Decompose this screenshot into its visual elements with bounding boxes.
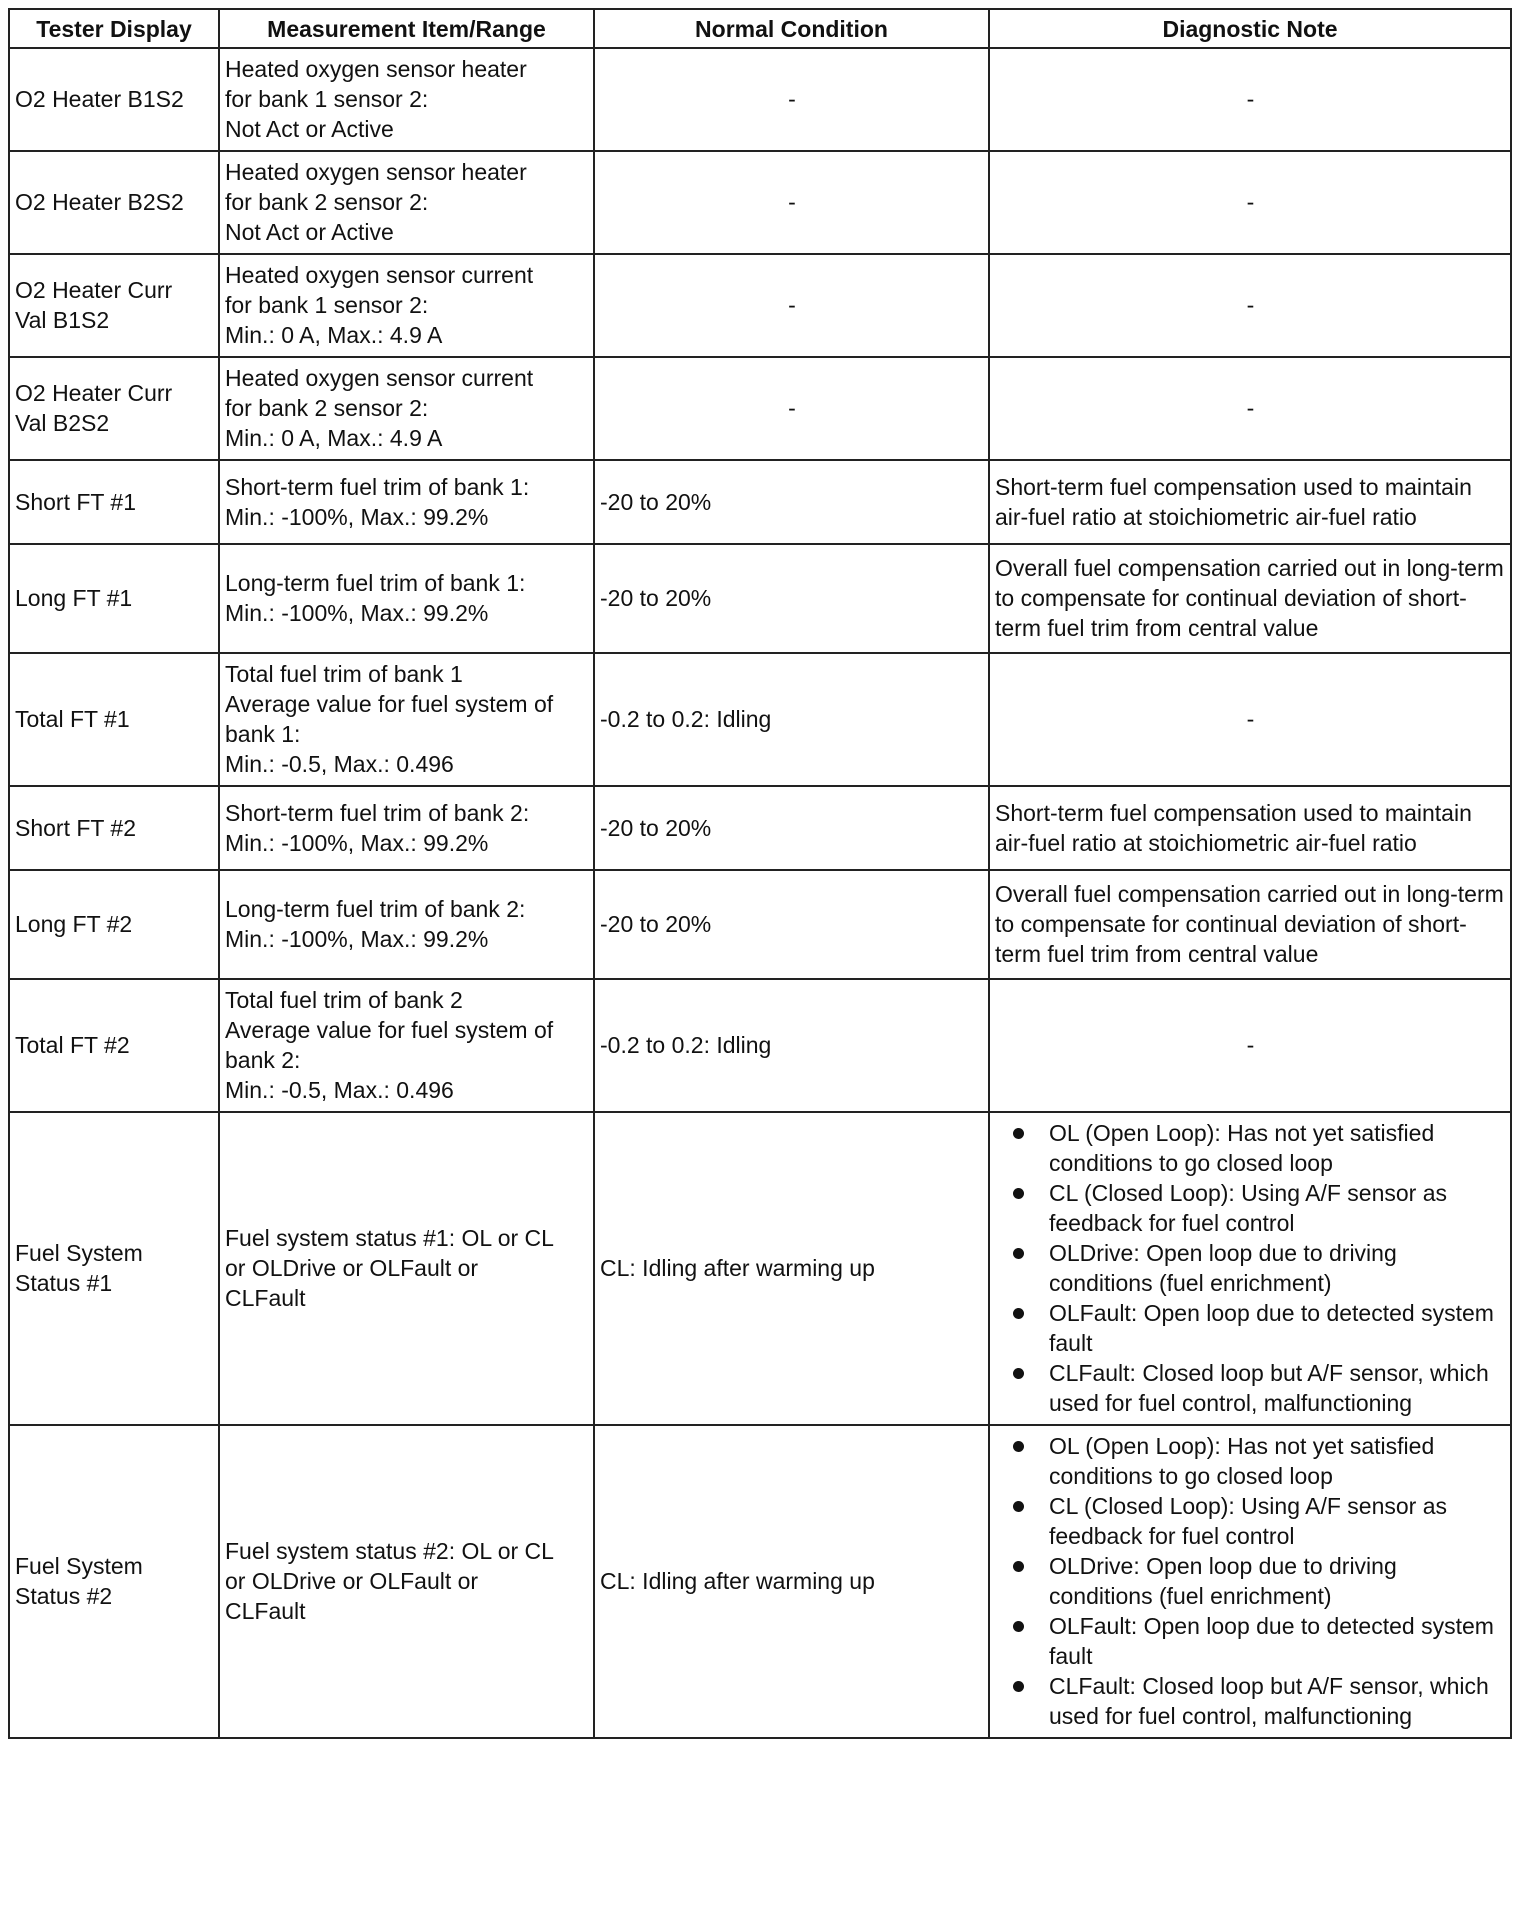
cell-tester-display <box>9 254 219 357</box>
cell-tester-display <box>9 460 219 544</box>
bullet-icon <box>1013 1308 1024 1319</box>
cell-tester-display <box>9 870 219 979</box>
cell-tester-display <box>9 544 219 653</box>
cell-diagnostic-note: - <box>989 653 1511 786</box>
tester-display-line: O2 Heater Curr <box>15 380 173 406</box>
measurement-line: Min.: -100%, Max.: 99.2% <box>225 829 489 856</box>
cell-normal-condition: - <box>594 357 989 460</box>
list-item <box>1013 1178 1506 1238</box>
measurement-line: Short-term fuel trim of bank 1: <box>225 473 530 500</box>
tester-display-line: Total FT #2 <box>15 1032 130 1058</box>
measurement-line: Fuel system status #1: OL or CL <box>225 1225 554 1251</box>
measurement-line: Short-term fuel trim of bank 2: <box>225 799 530 826</box>
measurement-line: Not Act or Active <box>225 219 394 245</box>
cell-measurement-item <box>219 357 594 460</box>
tester-display-line: Fuel System <box>15 1553 143 1579</box>
tester-display-line: O2 Heater Curr <box>15 277 173 303</box>
note-text: OL (Open Loop): Has not yet satisfied conditions to go closed loop <box>1049 1120 1435 1176</box>
measurement-line: for bank 1 sensor 2: <box>225 292 429 318</box>
table-row <box>9 653 1511 786</box>
tester-display-line: Status #1 <box>15 1270 113 1296</box>
list-item <box>1013 1298 1506 1358</box>
measurement-line: Min.: -100%, Max.: 99.2% <box>225 926 489 952</box>
measurement-line: Heated oxygen sensor current <box>225 262 534 288</box>
note-text: OLDrive: Open loop due to driving conditions (fuel enrichment) <box>1049 1240 1397 1296</box>
table-row <box>9 1425 1511 1738</box>
cell-diagnostic-note <box>989 1425 1511 1738</box>
measurement-line: for bank 2 sensor 2: <box>225 395 429 421</box>
measurement-line: Heated oxygen sensor heater <box>225 56 527 82</box>
tester-display-line: Val B2S2 <box>15 410 110 436</box>
measurement-line: for bank 1 sensor 2: <box>225 86 429 112</box>
measurement-line: Long-term fuel trim of bank 1: <box>225 570 526 596</box>
cell-tester-display <box>9 1425 219 1738</box>
cell-normal-condition: - <box>594 254 989 357</box>
tester-display-line: Short FT #2 <box>15 814 137 841</box>
tester-display-line: Total FT #1 <box>15 706 130 732</box>
table-row <box>9 254 1511 357</box>
measurement-line: Heated oxygen sensor current <box>225 365 534 391</box>
data-list-table <box>8 8 1512 1739</box>
table-row <box>9 48 1511 151</box>
measurement-line: Not Act or Active <box>225 116 394 142</box>
tester-display-line: O2 Heater B1S2 <box>15 86 184 112</box>
diagnostic-note-list <box>995 1431 1506 1731</box>
bullet-icon <box>1013 1248 1024 1259</box>
list-item <box>1013 1551 1506 1611</box>
note-text: CLFault: Closed loop but A/F sensor, which used for fuel control, malfunctioning <box>1049 1673 1489 1729</box>
list-item <box>1013 1118 1506 1178</box>
cell-diagnostic-note: Overall fuel compensation carried out in long-term to compensate for continual deviation of short-term fuel trim from central value <box>989 544 1511 653</box>
measurement-line: Min.: 0 A, Max.: 4.9 A <box>225 425 443 451</box>
bullet-icon <box>1013 1128 1024 1139</box>
measurement-line: Min.: -100%, Max.: 99.2% <box>225 503 489 530</box>
measurement-line: for bank 2 sensor 2: <box>225 189 429 215</box>
diagnostic-note-list <box>995 1118 1506 1418</box>
cell-diagnostic-note: - <box>989 48 1511 151</box>
tester-display-line: Val B1S2 <box>15 307 110 333</box>
cell-measurement-item <box>219 544 594 653</box>
table-header-row <box>9 9 1511 48</box>
cell-diagnostic-note: - <box>989 357 1511 460</box>
note-text: CL (Closed Loop): Using A/F sensor as feedback for fuel control <box>1049 1180 1447 1236</box>
table-row <box>9 357 1511 460</box>
cell-diagnostic-note: Overall fuel compensation carried out in long-term to compensate for continual deviation of short-term fuel trim from central value <box>989 870 1511 979</box>
cell-normal-condition: - <box>594 151 989 254</box>
cell-normal-condition: -20 to 20% <box>594 786 989 870</box>
list-item <box>1013 1358 1506 1418</box>
cell-tester-display <box>9 979 219 1112</box>
cell-tester-display <box>9 653 219 786</box>
cell-normal-condition: CL: Idling after warming up <box>594 1425 989 1738</box>
note-text: OLFault: Open loop due to detected system fault <box>1049 1300 1494 1356</box>
measurement-line: Fuel system status #2: OL or CL <box>225 1538 554 1564</box>
table-row <box>9 786 1511 870</box>
cell-measurement-item <box>219 979 594 1112</box>
cell-normal-condition: - <box>594 48 989 151</box>
table-row <box>9 870 1511 979</box>
tester-display-line: Fuel System <box>15 1240 143 1266</box>
cell-measurement-item <box>219 870 594 979</box>
tester-display-line: Short FT #1 <box>15 488 137 515</box>
measurement-line: bank 2: <box>225 1047 301 1073</box>
table-row <box>9 1112 1511 1425</box>
cell-tester-display <box>9 151 219 254</box>
header-measurement-item: Measurement Item/Range <box>219 9 594 48</box>
header-normal-condition: Normal Condition <box>594 9 989 48</box>
table-body <box>9 48 1511 1738</box>
list-item <box>1013 1238 1506 1298</box>
cell-tester-display <box>9 357 219 460</box>
cell-measurement-item <box>219 460 594 544</box>
header-diagnostic-note: Diagnostic Note <box>989 9 1511 48</box>
cell-diagnostic-note: - <box>989 979 1511 1112</box>
note-text: CL (Closed Loop): Using A/F sensor as feedback for fuel control <box>1049 1493 1447 1549</box>
tester-display-line: Long FT #1 <box>15 585 133 611</box>
measurement-line: Min.: 0 A, Max.: 4.9 A <box>225 322 443 348</box>
measurement-line: Total fuel trim of bank 1 <box>225 661 463 687</box>
cell-diagnostic-note: - <box>989 254 1511 357</box>
measurement-line: Min.: -100%, Max.: 99.2% <box>225 600 489 626</box>
cell-normal-condition: -20 to 20% <box>594 544 989 653</box>
note-text: OLFault: Open loop due to detected system fault <box>1049 1613 1494 1669</box>
bullet-icon <box>1013 1501 1024 1512</box>
note-text: OLDrive: Open loop due to driving conditions (fuel enrichment) <box>1049 1553 1397 1609</box>
table-row <box>9 151 1511 254</box>
cell-measurement-item <box>219 48 594 151</box>
tester-display-line: Long FT #2 <box>15 911 133 937</box>
list-item <box>1013 1491 1506 1551</box>
measurement-line: bank 1: <box>225 721 301 747</box>
table-row <box>9 460 1511 544</box>
list-item <box>1013 1431 1506 1491</box>
tester-display-line: Status #2 <box>15 1583 113 1609</box>
cell-diagnostic-note <box>989 1112 1511 1425</box>
cell-tester-display <box>9 1112 219 1425</box>
list-item <box>1013 1611 1506 1671</box>
cell-normal-condition: -20 to 20% <box>594 460 989 544</box>
bullet-icon <box>1013 1561 1024 1572</box>
measurement-line: Heated oxygen sensor heater <box>225 159 527 185</box>
table-row <box>9 979 1511 1112</box>
bullet-icon <box>1013 1681 1024 1692</box>
measurement-line: CLFault <box>225 1285 306 1311</box>
table-row <box>9 544 1511 653</box>
note-text: CLFault: Closed loop but A/F sensor, which used for fuel control, malfunctioning <box>1049 1360 1489 1416</box>
cell-diagnostic-note: Short-term fuel compensation used to maintain air-fuel ratio at stoichiometric air-fuel ratio <box>989 786 1511 870</box>
measurement-line: CLFault <box>225 1598 306 1624</box>
cell-measurement-item <box>219 254 594 357</box>
bullet-icon <box>1013 1368 1024 1379</box>
list-item <box>1013 1671 1506 1731</box>
cell-normal-condition: CL: Idling after warming up <box>594 1112 989 1425</box>
bullet-icon <box>1013 1188 1024 1199</box>
measurement-line: Average value for fuel system of <box>225 691 554 717</box>
measurement-line: or OLDrive or OLFault or <box>225 1255 479 1281</box>
cell-normal-condition: -20 to 20% <box>594 870 989 979</box>
cell-normal-condition: -0.2 to 0.2: Idling <box>594 653 989 786</box>
cell-measurement-item <box>219 1112 594 1425</box>
measurement-line: or OLDrive or OLFault or <box>225 1568 479 1594</box>
measurement-line: Long-term fuel trim of bank 2: <box>225 896 526 922</box>
cell-tester-display <box>9 48 219 151</box>
cell-diagnostic-note: Short-term fuel compensation used to maintain air-fuel ratio at stoichiometric air-fuel ratio <box>989 460 1511 544</box>
cell-measurement-item <box>219 786 594 870</box>
cell-measurement-item <box>219 151 594 254</box>
header-tester-display: Tester Display <box>9 9 219 48</box>
bullet-icon <box>1013 1621 1024 1632</box>
cell-diagnostic-note: - <box>989 151 1511 254</box>
cell-tester-display <box>9 786 219 870</box>
bullet-icon <box>1013 1441 1024 1452</box>
tester-display-line: O2 Heater B2S2 <box>15 189 184 215</box>
note-text: OL (Open Loop): Has not yet satisfied conditions to go closed loop <box>1049 1433 1435 1489</box>
cell-measurement-item <box>219 1425 594 1738</box>
cell-measurement-item <box>219 653 594 786</box>
cell-normal-condition: -0.2 to 0.2: Idling <box>594 979 989 1112</box>
measurement-line: Min.: -0.5, Max.: 0.496 <box>225 1077 454 1103</box>
measurement-line: Average value for fuel system of <box>225 1017 554 1043</box>
measurement-line: Total fuel trim of bank 2 <box>225 987 463 1013</box>
measurement-line: Min.: -0.5, Max.: 0.496 <box>225 751 454 777</box>
